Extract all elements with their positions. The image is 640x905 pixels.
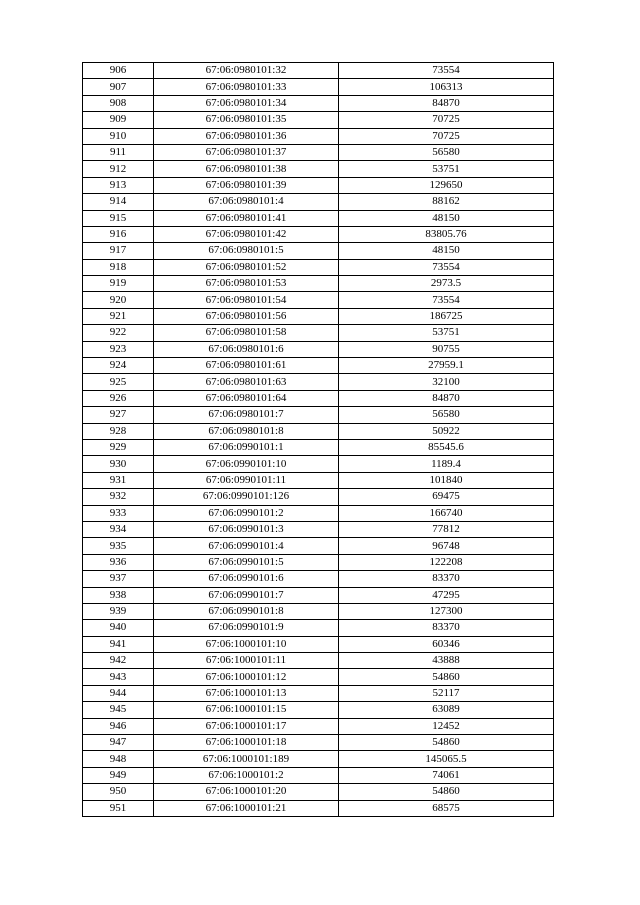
table-row	[83, 161, 554, 177]
row-number-cell: 913	[83, 177, 154, 193]
value-cell: 83370	[339, 571, 554, 587]
table-row	[83, 79, 554, 95]
row-number-cell: 936	[83, 554, 154, 570]
table-row	[83, 669, 554, 685]
value-cell: 54860	[339, 735, 554, 751]
row-number-cell: 943	[83, 669, 154, 685]
row-number-cell: 925	[83, 374, 154, 390]
cadastral-number-cell: 67:06:0980101:35	[154, 112, 339, 128]
value-cell: 52117	[339, 685, 554, 701]
cadastral-number-cell: 67:06:0980101:42	[154, 226, 339, 242]
row-number-cell: 908	[83, 95, 154, 111]
value-cell: 166740	[339, 505, 554, 521]
cadastral-number-cell: 67:06:0980101:64	[154, 390, 339, 406]
row-number-cell: 912	[83, 161, 154, 177]
value-cell: 70725	[339, 112, 554, 128]
cadastral-number-cell: 67:06:0980101:34	[154, 95, 339, 111]
cadastral-number-cell: 67:06:0980101:37	[154, 144, 339, 160]
cadastral-number-cell: 67:06:0980101:63	[154, 374, 339, 390]
cadastral-number-cell: 67:06:0990101:9	[154, 620, 339, 636]
table-row	[83, 603, 554, 619]
row-number-cell: 926	[83, 390, 154, 406]
table-row	[83, 341, 554, 357]
row-number-cell: 918	[83, 259, 154, 275]
row-number-cell: 930	[83, 456, 154, 472]
table-row	[83, 423, 554, 439]
value-cell: 127300	[339, 603, 554, 619]
value-cell: 145065.5	[339, 751, 554, 767]
value-cell: 68575	[339, 800, 554, 816]
table-row	[83, 276, 554, 292]
row-number-cell: 949	[83, 767, 154, 783]
cadastral-number-cell: 67:06:0980101:53	[154, 276, 339, 292]
row-number-cell: 946	[83, 718, 154, 734]
table-row	[83, 243, 554, 259]
value-cell: 186725	[339, 308, 554, 324]
value-cell: 74061	[339, 767, 554, 783]
cadastral-number-cell: 67:06:0990101:7	[154, 587, 339, 603]
row-number-cell: 951	[83, 800, 154, 816]
value-cell: 106313	[339, 79, 554, 95]
table-row	[83, 571, 554, 587]
row-number-cell: 932	[83, 489, 154, 505]
value-cell: 47295	[339, 587, 554, 603]
value-cell: 77812	[339, 521, 554, 537]
table-row	[83, 472, 554, 488]
table-row	[83, 767, 554, 783]
row-number-cell: 916	[83, 226, 154, 242]
table-row	[83, 735, 554, 751]
table-row	[83, 751, 554, 767]
value-cell: 2973.5	[339, 276, 554, 292]
row-number-cell: 929	[83, 439, 154, 455]
value-cell: 83370	[339, 620, 554, 636]
cadastral-number-cell: 67:06:0990101:5	[154, 554, 339, 570]
value-cell: 54860	[339, 669, 554, 685]
cadastral-number-cell: 67:06:0990101:4	[154, 538, 339, 554]
table-row	[83, 489, 554, 505]
value-cell: 90755	[339, 341, 554, 357]
table-row	[83, 718, 554, 734]
row-number-cell: 939	[83, 603, 154, 619]
cadastral-number-cell: 67:06:1000101:17	[154, 718, 339, 734]
cadastral-number-cell: 67:06:0990101:1	[154, 439, 339, 455]
cadastral-number-cell: 67:06:0980101:56	[154, 308, 339, 324]
cadastral-number-cell: 67:06:0980101:4	[154, 194, 339, 210]
cadastral-number-cell: 67:06:0980101:38	[154, 161, 339, 177]
value-cell: 54860	[339, 784, 554, 800]
cadastral-number-cell: 67:06:1000101:10	[154, 636, 339, 652]
table-row	[83, 505, 554, 521]
table-row	[83, 538, 554, 554]
table-row	[83, 112, 554, 128]
table-row	[83, 685, 554, 701]
value-cell: 53751	[339, 161, 554, 177]
row-number-cell: 921	[83, 308, 154, 324]
row-number-cell: 940	[83, 620, 154, 636]
row-number-cell: 924	[83, 358, 154, 374]
table-row	[83, 521, 554, 537]
cadastral-number-cell: 67:06:0980101:32	[154, 63, 339, 79]
row-number-cell: 922	[83, 325, 154, 341]
table-row	[83, 653, 554, 669]
cadastral-number-cell: 67:06:0990101:6	[154, 571, 339, 587]
row-number-cell: 907	[83, 79, 154, 95]
cadastral-number-cell: 67:06:1000101:2	[154, 767, 339, 783]
row-number-cell: 933	[83, 505, 154, 521]
row-number-cell: 948	[83, 751, 154, 767]
cadastral-number-cell: 67:06:1000101:18	[154, 735, 339, 751]
value-cell: 32100	[339, 374, 554, 390]
cadastral-number-cell: 67:06:0980101:52	[154, 259, 339, 275]
value-cell: 83805.76	[339, 226, 554, 242]
row-number-cell: 915	[83, 210, 154, 226]
value-cell: 56580	[339, 407, 554, 423]
value-cell: 70725	[339, 128, 554, 144]
table-row	[83, 144, 554, 160]
value-cell: 85545.6	[339, 439, 554, 455]
value-cell: 73554	[339, 259, 554, 275]
row-number-cell: 909	[83, 112, 154, 128]
table-row	[83, 784, 554, 800]
cadastral-number-cell: 67:06:0980101:39	[154, 177, 339, 193]
value-cell: 69475	[339, 489, 554, 505]
table-row	[83, 95, 554, 111]
cadastral-number-cell: 67:06:0980101:58	[154, 325, 339, 341]
row-number-cell: 934	[83, 521, 154, 537]
cadastral-number-cell: 67:06:1000101:15	[154, 702, 339, 718]
value-cell: 73554	[339, 63, 554, 79]
value-cell: 73554	[339, 292, 554, 308]
row-number-cell: 920	[83, 292, 154, 308]
cadastral-number-cell: 67:06:1000101:12	[154, 669, 339, 685]
table-row	[83, 456, 554, 472]
row-number-cell: 923	[83, 341, 154, 357]
cadastral-number-cell: 67:06:0980101:7	[154, 407, 339, 423]
table-row	[83, 308, 554, 324]
table-row	[83, 63, 554, 79]
row-number-cell: 938	[83, 587, 154, 603]
cadastral-number-cell: 67:06:0980101:8	[154, 423, 339, 439]
cadastral-number-cell: 67:06:1000101:20	[154, 784, 339, 800]
row-number-cell: 935	[83, 538, 154, 554]
table-row	[83, 374, 554, 390]
cadastral-number-cell: 67:06:1000101:189	[154, 751, 339, 767]
value-cell: 12452	[339, 718, 554, 734]
value-cell: 129650	[339, 177, 554, 193]
value-cell: 63089	[339, 702, 554, 718]
cadastral-number-cell: 67:06:1000101:11	[154, 653, 339, 669]
cadastral-number-cell: 67:06:0990101:8	[154, 603, 339, 619]
table-row	[83, 636, 554, 652]
table-row	[83, 390, 554, 406]
table-row	[83, 128, 554, 144]
cadastral-number-cell: 67:06:1000101:13	[154, 685, 339, 701]
cadastral-number-cell: 67:06:1000101:21	[154, 800, 339, 816]
row-number-cell: 947	[83, 735, 154, 751]
table-row	[83, 194, 554, 210]
value-cell: 48150	[339, 210, 554, 226]
row-number-cell: 931	[83, 472, 154, 488]
value-cell: 43888	[339, 653, 554, 669]
table-row	[83, 407, 554, 423]
row-number-cell: 919	[83, 276, 154, 292]
value-cell: 60346	[339, 636, 554, 652]
table-row	[83, 210, 554, 226]
row-number-cell: 914	[83, 194, 154, 210]
value-cell: 50922	[339, 423, 554, 439]
row-number-cell: 906	[83, 63, 154, 79]
cadastral-number-cell: 67:06:0990101:2	[154, 505, 339, 521]
row-number-cell: 944	[83, 685, 154, 701]
table-row	[83, 554, 554, 570]
table-row	[83, 800, 554, 816]
table-row	[83, 325, 554, 341]
row-number-cell: 928	[83, 423, 154, 439]
row-number-cell: 917	[83, 243, 154, 259]
cadastral-number-cell: 67:06:0980101:5	[154, 243, 339, 259]
value-cell: 88162	[339, 194, 554, 210]
table-row	[83, 292, 554, 308]
value-cell: 1189.4	[339, 456, 554, 472]
value-cell: 122208	[339, 554, 554, 570]
cadastral-number-cell: 67:06:0980101:33	[154, 79, 339, 95]
table-row	[83, 358, 554, 374]
cadastral-number-cell: 67:06:0980101:54	[154, 292, 339, 308]
table-row	[83, 702, 554, 718]
value-cell: 96748	[339, 538, 554, 554]
table-row	[83, 620, 554, 636]
value-cell: 48150	[339, 243, 554, 259]
table-row	[83, 259, 554, 275]
cadastral-number-cell: 67:06:0990101:3	[154, 521, 339, 537]
table-row	[83, 177, 554, 193]
value-cell: 101840	[339, 472, 554, 488]
cadastral-number-cell: 67:06:0990101:11	[154, 472, 339, 488]
row-number-cell: 937	[83, 571, 154, 587]
row-number-cell: 910	[83, 128, 154, 144]
cadastral-value-table	[82, 62, 554, 817]
cadastral-number-cell: 67:06:0990101:126	[154, 489, 339, 505]
value-cell: 53751	[339, 325, 554, 341]
row-number-cell: 945	[83, 702, 154, 718]
cadastral-number-cell: 67:06:0990101:10	[154, 456, 339, 472]
row-number-cell: 950	[83, 784, 154, 800]
table-row	[83, 587, 554, 603]
value-cell: 56580	[339, 144, 554, 160]
row-number-cell: 927	[83, 407, 154, 423]
row-number-cell: 911	[83, 144, 154, 160]
table-body	[83, 63, 554, 817]
row-number-cell: 941	[83, 636, 154, 652]
row-number-cell: 942	[83, 653, 154, 669]
value-cell: 27959.1	[339, 358, 554, 374]
value-cell: 84870	[339, 95, 554, 111]
cadastral-number-cell: 67:06:0980101:6	[154, 341, 339, 357]
table-row	[83, 439, 554, 455]
table-row	[83, 226, 554, 242]
value-cell: 84870	[339, 390, 554, 406]
cadastral-number-cell: 67:06:0980101:41	[154, 210, 339, 226]
cadastral-number-cell: 67:06:0980101:36	[154, 128, 339, 144]
cadastral-number-cell: 67:06:0980101:61	[154, 358, 339, 374]
